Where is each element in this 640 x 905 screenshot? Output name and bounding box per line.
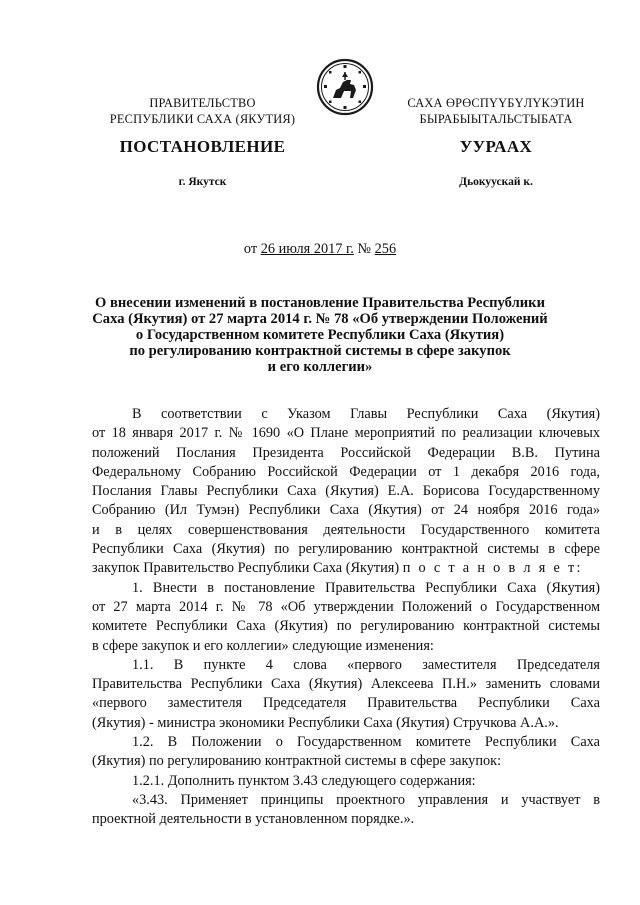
body-line: (Якутия) по регулированию контрактной системы в сфере закупок: bbox=[92, 753, 502, 770]
body-line bbox=[92, 559, 600, 578]
body-line: В соответствии с Указом Главы Республики Саха (Якутия) bbox=[132, 406, 600, 422]
body-line: Федеральному Собранию Российской Федерации от 1 декабря 2016 года, bbox=[92, 463, 600, 480]
coat-of-arms-emblem bbox=[316, 58, 374, 116]
body-line: 1.2. В Положении о Государственном комитете Республики Саха bbox=[132, 734, 600, 751]
city-ru: г. Якутск bbox=[178, 176, 227, 188]
number-prefix: № bbox=[357, 241, 372, 257]
body-line: Собранию (Ил Тумэн) Республики Саха (Якутия) от 24 ноября 2016 года» bbox=[92, 502, 600, 519]
document-type-sakha: УУРААХ bbox=[459, 137, 533, 156]
body-line: и в целях совершенствования деятельности Государственного комитета bbox=[92, 521, 600, 538]
body-line: Республики Саха (Якутия) по регулированию контрактной системы в сфере bbox=[92, 541, 600, 558]
document-heading bbox=[80, 295, 560, 375]
body-line: 1. Внести в постановление Правительства Республики Саха (Якутия) bbox=[132, 579, 600, 596]
city-sakha: Дьокуускай к. bbox=[459, 176, 533, 188]
body-line: от 18 января 2017 г. № 1690 «О Плане мероприятий по реализации ключевых bbox=[92, 425, 600, 442]
body-line: в сфере закупок и его коллегии» следующие изменения: bbox=[92, 637, 434, 654]
government-name-ru bbox=[95, 95, 310, 127]
government-line-1: ПРАВИТЕЛЬСТВО bbox=[149, 96, 256, 110]
heading-line: и его коллегии» bbox=[267, 359, 373, 375]
heading-line: Саха (Якутия) от 27 марта 2014 г. № 78 «Об утверждении Положений bbox=[92, 311, 548, 327]
body-line: Правительства Республики Саха (Якутия) Алексеева П.Н.» заменить словами bbox=[92, 676, 600, 693]
document-date: 26 июля 2017 г. bbox=[260, 241, 354, 257]
body-line: Послания Главы Республики Саха (Якутия) Е.А. Борисова Государственному bbox=[92, 483, 600, 500]
body-line: от 27 марта 2014 г. № 78 «Об утверждении Положений о Государственном bbox=[92, 598, 600, 615]
document-type-ru: ПОСТАНОВЛЕНИЕ bbox=[119, 137, 286, 156]
body-line: «первого заместителя Председателя Правительства Республики Саха bbox=[92, 695, 600, 712]
heading-line: о Государственном комитете Республики Саха (Якутия) bbox=[135, 327, 505, 343]
government-line-1-sakha: САХА ӨРӨСПҮҮБҮЛҮКЭТИН bbox=[407, 96, 585, 110]
body-line: проектной деятельности в установленном порядке.». bbox=[92, 811, 415, 828]
heading-line: по регулированию контрактной системы в сфере закупок bbox=[129, 343, 511, 359]
heading-line: О внесении изменений в постановление Правительства Республики bbox=[95, 295, 545, 311]
body-line: комитете Республики Саха (Якутия) по регулированию контрактной системы bbox=[92, 618, 600, 635]
government-line-2-sakha: БЫРАБЫЫТАЛЬСТЫБАТА bbox=[419, 112, 573, 126]
body-text: закупок Правительство Республики Саха (Якутия) bbox=[92, 560, 400, 577]
body-line: «3.43. Применяет принципы проектного управления и участвует в bbox=[132, 791, 600, 808]
body-line: 1.1. В пункте 4 слова «первого заместителя Председателя bbox=[132, 656, 600, 673]
date-prefix: от bbox=[243, 241, 258, 257]
body-line: 1.2.1. Дополнить пунктом 3.43 следующего содержания: bbox=[132, 772, 476, 789]
body-line: (Якутия) - министра экономики Республики Саха (Якутия) Стручкова А.А.». bbox=[92, 714, 559, 731]
document-number: 256 bbox=[374, 241, 397, 257]
date-number-line bbox=[0, 241, 640, 258]
government-line-2: РЕСПУБЛИКИ САХА (ЯКУТИЯ) bbox=[109, 112, 296, 126]
emblem-icon bbox=[316, 58, 374, 116]
government-name-sakha bbox=[385, 95, 607, 127]
document-body bbox=[92, 405, 600, 830]
decree-word: п о с т а н о в л я е т: bbox=[402, 560, 583, 577]
body-line: положений Послания Президента Российской Федерации В.В. Путина bbox=[92, 444, 600, 461]
